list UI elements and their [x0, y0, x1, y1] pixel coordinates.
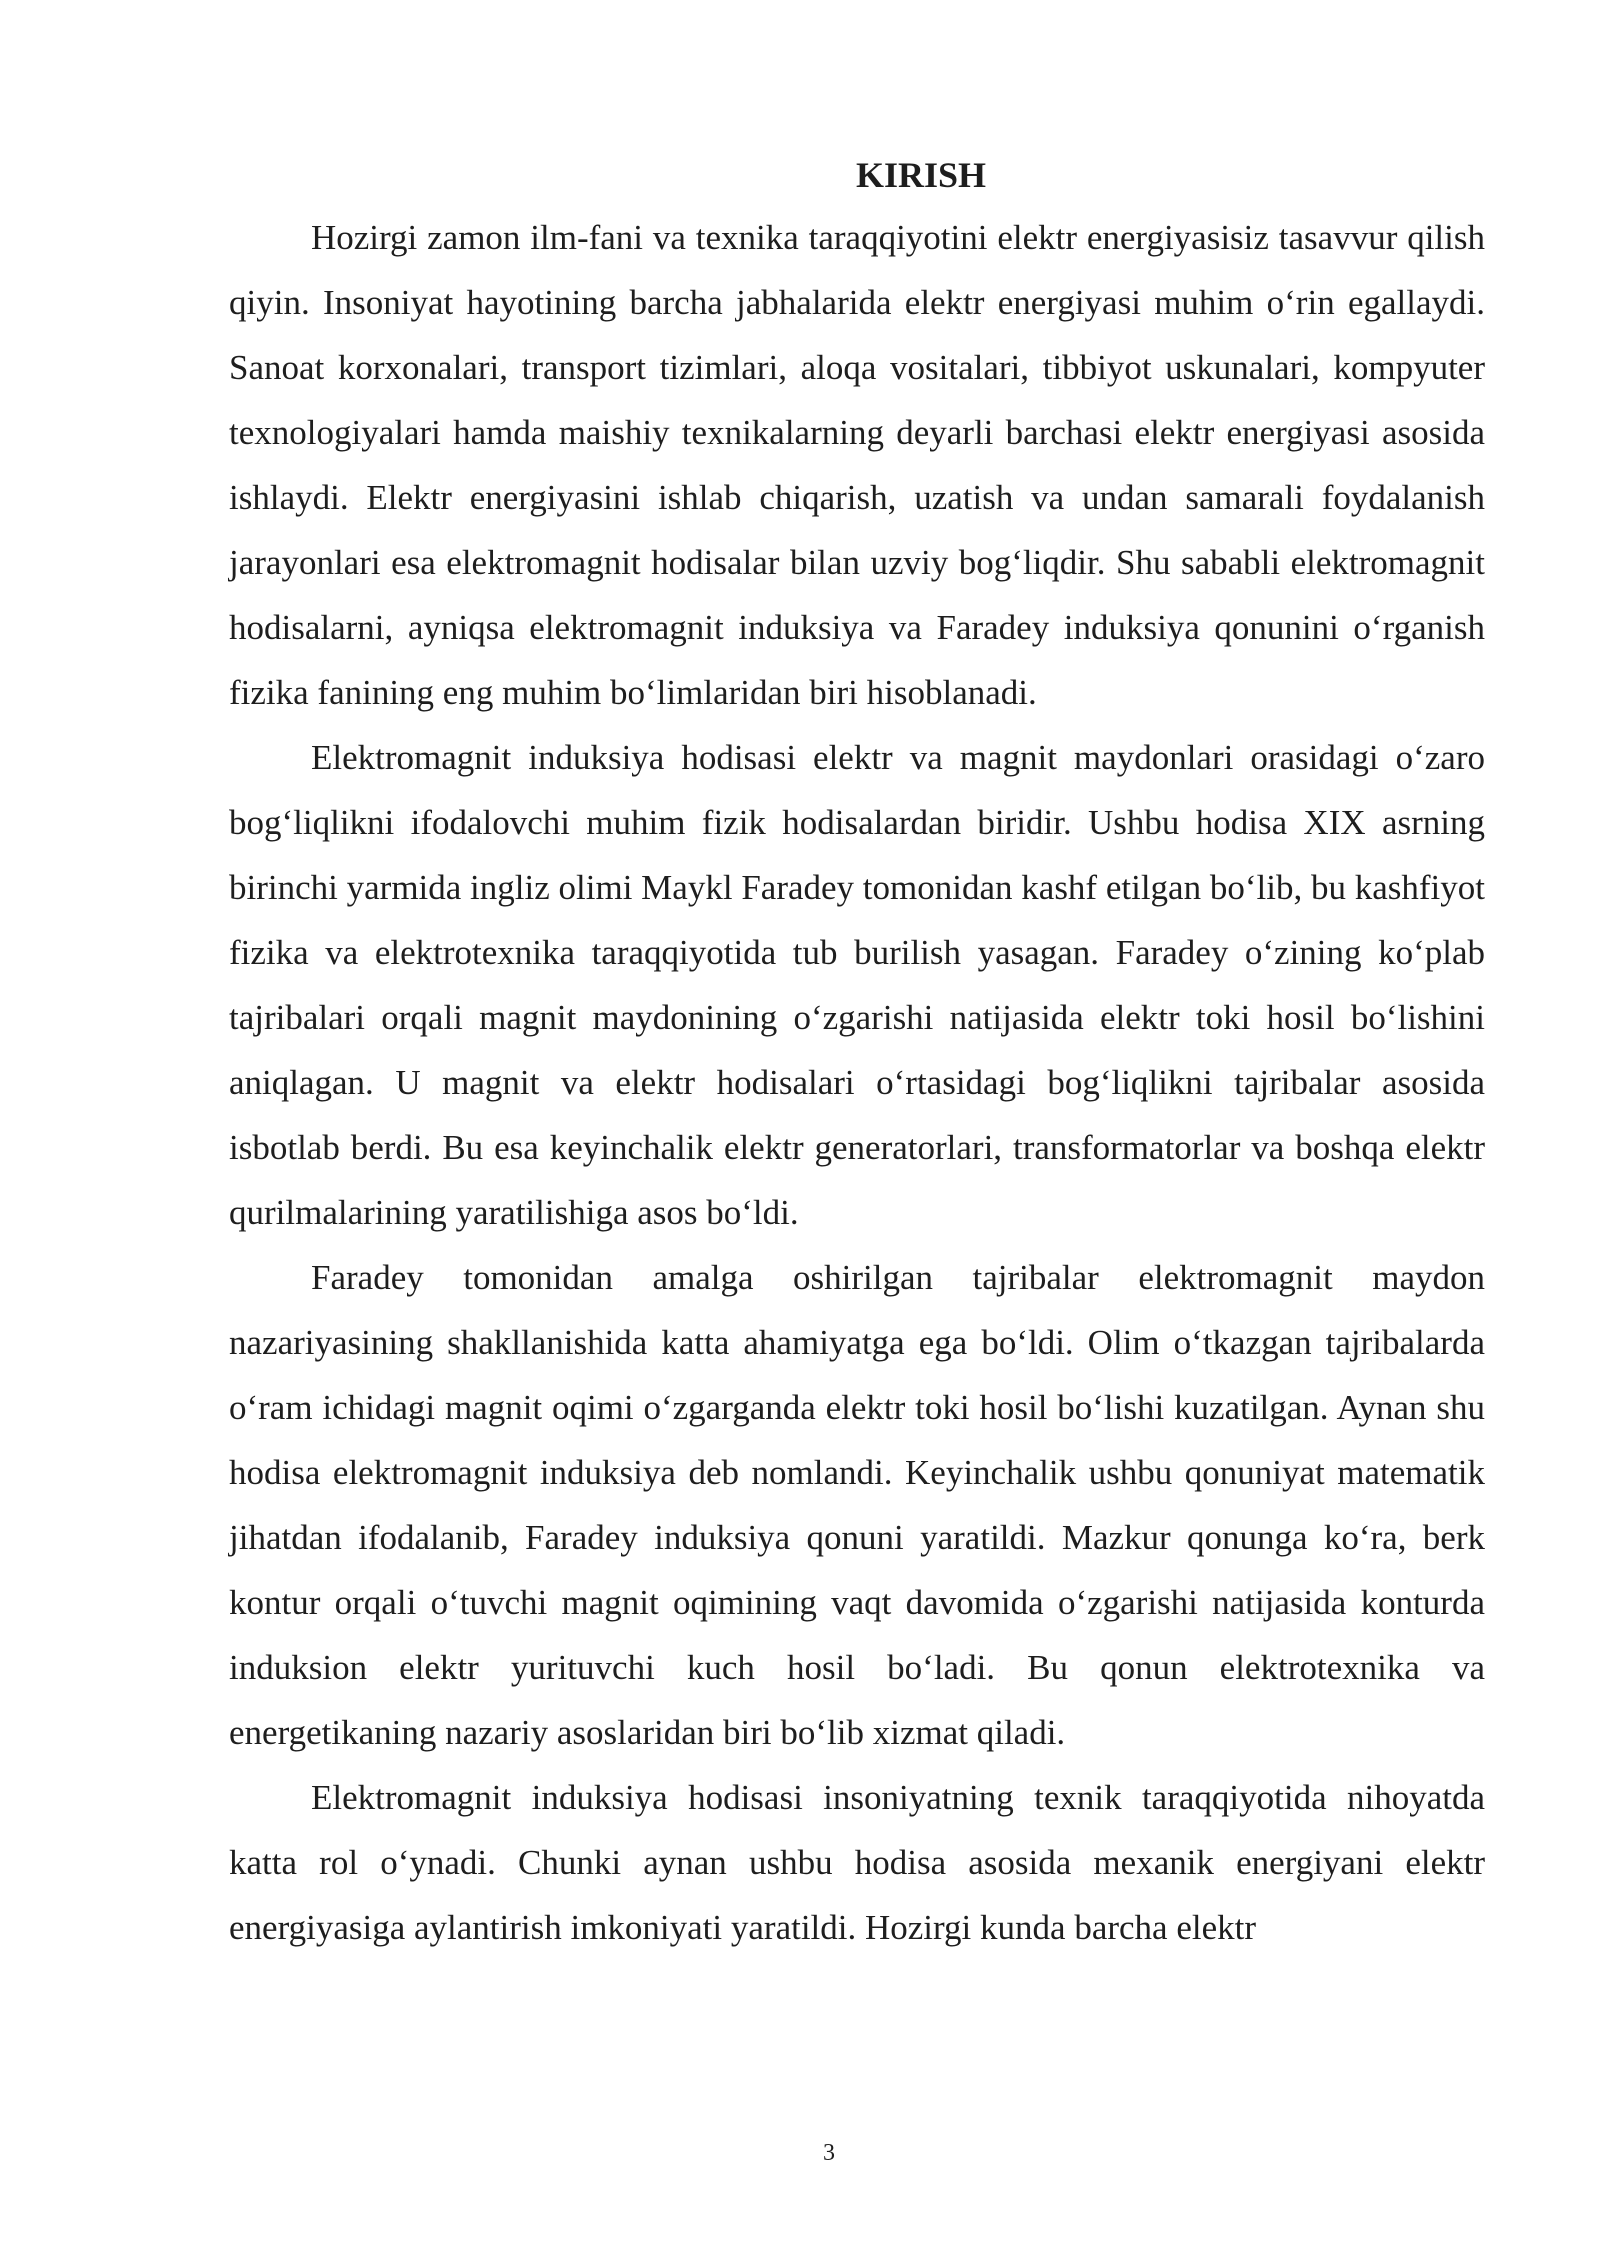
paragraph-3: Faradey tomonidan amalga oshirilgan tajribalar elektromagnit maydon nazariyasining shakllanishida katta ahamiyatga ega boʻldi. Olim oʻtkazgan tajribalarda oʻram ichidagi magnit oqimi oʻzgarganda elektr toki hosil boʻlishi kuzatilgan. Aynan shu hodisa elektromagnit induksiya deb nomlandi. Keyinchalik ushbu qonuniyat matematik jihatdan ifodalanib, Faradey induksiya qonuni yaratildi. Mazkur qonunga koʻra, berk kontur orqali oʻtuvchi magnit oqimining vaqt davomida oʻzgarishi natijasida konturda induksion elektr yurituvchi kuch hosil boʻladi. Bu qonun elektrotexnika va energetikaning nazariy asoslaridan biri boʻlib xizmat qiladi. — [229, 1258, 1485, 1752]
page-title: KIRISH — [855, 155, 987, 195]
paragraph-2: Elektromagnit induksiya hodisasi elektr va magnit maydonlari orasidagi oʻzaro bogʻliqlikni ifodalovchi muhim fizik hodisalardan biridir. Ushbu hodisa XIX asrning birinchi yarmida ingliz olimi Maykl Faradey tomonidan kashf etilgan boʻlib, bu kashfiyot fizika va elektrotexnika taraqqiyotida tub burilish yasagan. Faradey oʻzining koʻplab tajribalari orqali magnit maydonining oʻzgarishi natijasida elektr toki hosil boʻlishini aniqlagan. U magnit va elektr hodisalari oʻrtasidagi bogʻliqlikni tajribalar asosida isbotlab berdi. Bu esa keyinchalik elektr generatorlari, transformatorlar va boshqa elektr qurilmalarining yaratilishiga asos boʻldi. — [229, 738, 1485, 1232]
page-content — [229, 145, 1485, 1960]
page-number: 3 — [823, 2140, 835, 2166]
paragraph-4: Elektromagnit induksiya hodisasi insoniyatning texnik taraqqiyotida nihoyatda katta rol oʻynadi. Chunki aynan ushbu hodisa asosida mexanik energiyani elektr energiyasiga aylantirish imkoniyati yaratildi. Hozirgi kunda barcha elektr — [229, 1778, 1485, 1947]
paragraph-1: Hozirgi zamon ilm-fani va texnika taraqqiyotini elektr energiyasisiz tasavvur qilish qiyin. Insoniyat hayotining barcha jabhalarida elektr energiyasi muhim oʻrin egallaydi. Sanoat korxonalari, transport tizimlari, aloqa vositalari, tibbiyot uskunalari, kompyuter texnologiyalari hamda maishiy texnikalarning deyarli barchasi elektr energiyasi asosida ishlaydi. Elektr energiyasini ishlab chiqarish, uzatish va undan samarali foydalanish jarayonlari esa elektromagnit hodisalar bilan uzviy bogʻliqdir. Shu sababli elektromagnit hodisalarni, ayniqsa elektromagnit induksiya va Faradey induksiya qonunini oʻrganish fizika fanining eng muhim boʻlimlaridan biri hisoblanadi. — [229, 218, 1485, 712]
